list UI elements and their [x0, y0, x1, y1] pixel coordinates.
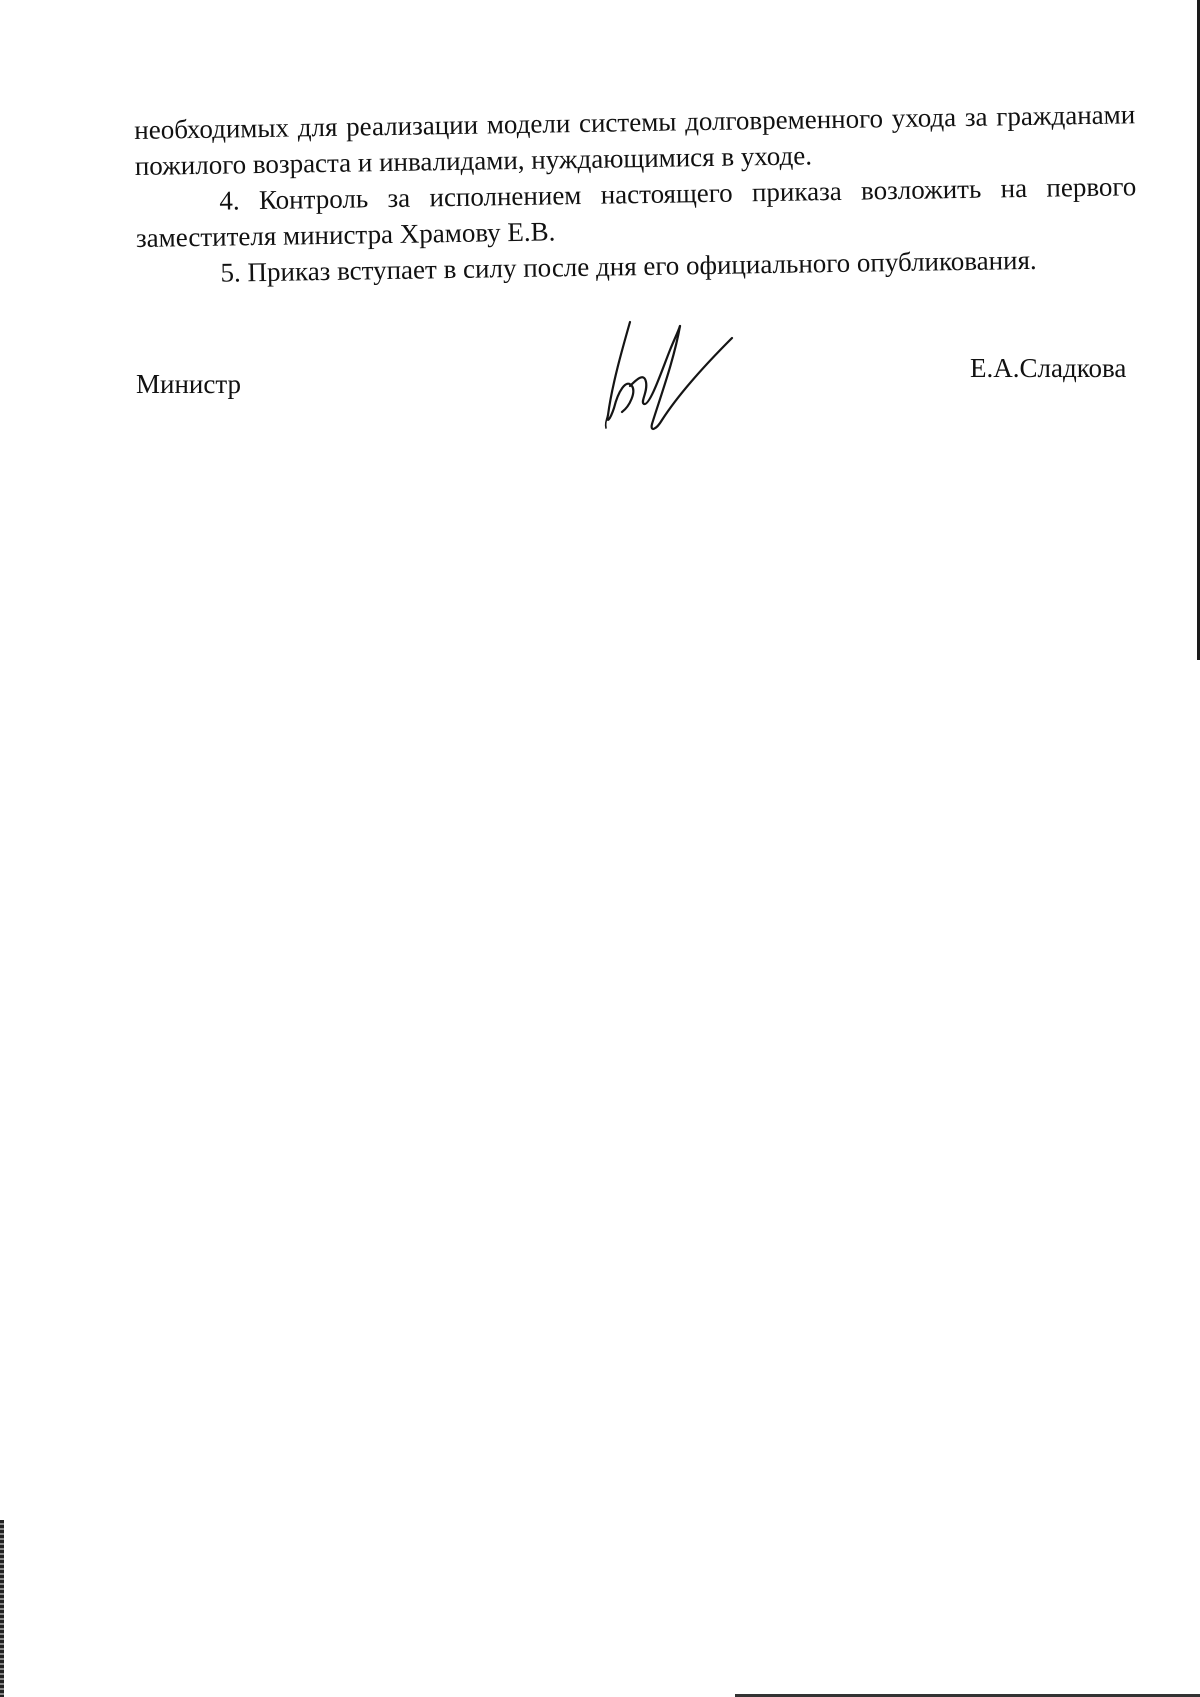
document-body	[134, 96, 1138, 292]
paragraph-item-4: 4. Контроль за исполнением настоящего приказа возложить на первого заместителя министра Храмову Е.В.	[135, 171, 1137, 253]
scan-edge-left	[0, 1520, 4, 1697]
signature-block	[0, 300, 1200, 440]
handwritten-signature	[600, 320, 750, 440]
paragraph-continuation: необходимых для реализации модели системы долговременного ухода за гражданами пожилого возраста и инвалидами, нуждающимися в уходе.	[134, 99, 1136, 181]
position-title: Министр	[136, 369, 241, 399]
paragraph-item-5: 5. Приказ вступает в силу после дня его официального опубликования.	[220, 244, 1037, 288]
signer-name: Е.А.Сладкова	[970, 353, 1127, 383]
